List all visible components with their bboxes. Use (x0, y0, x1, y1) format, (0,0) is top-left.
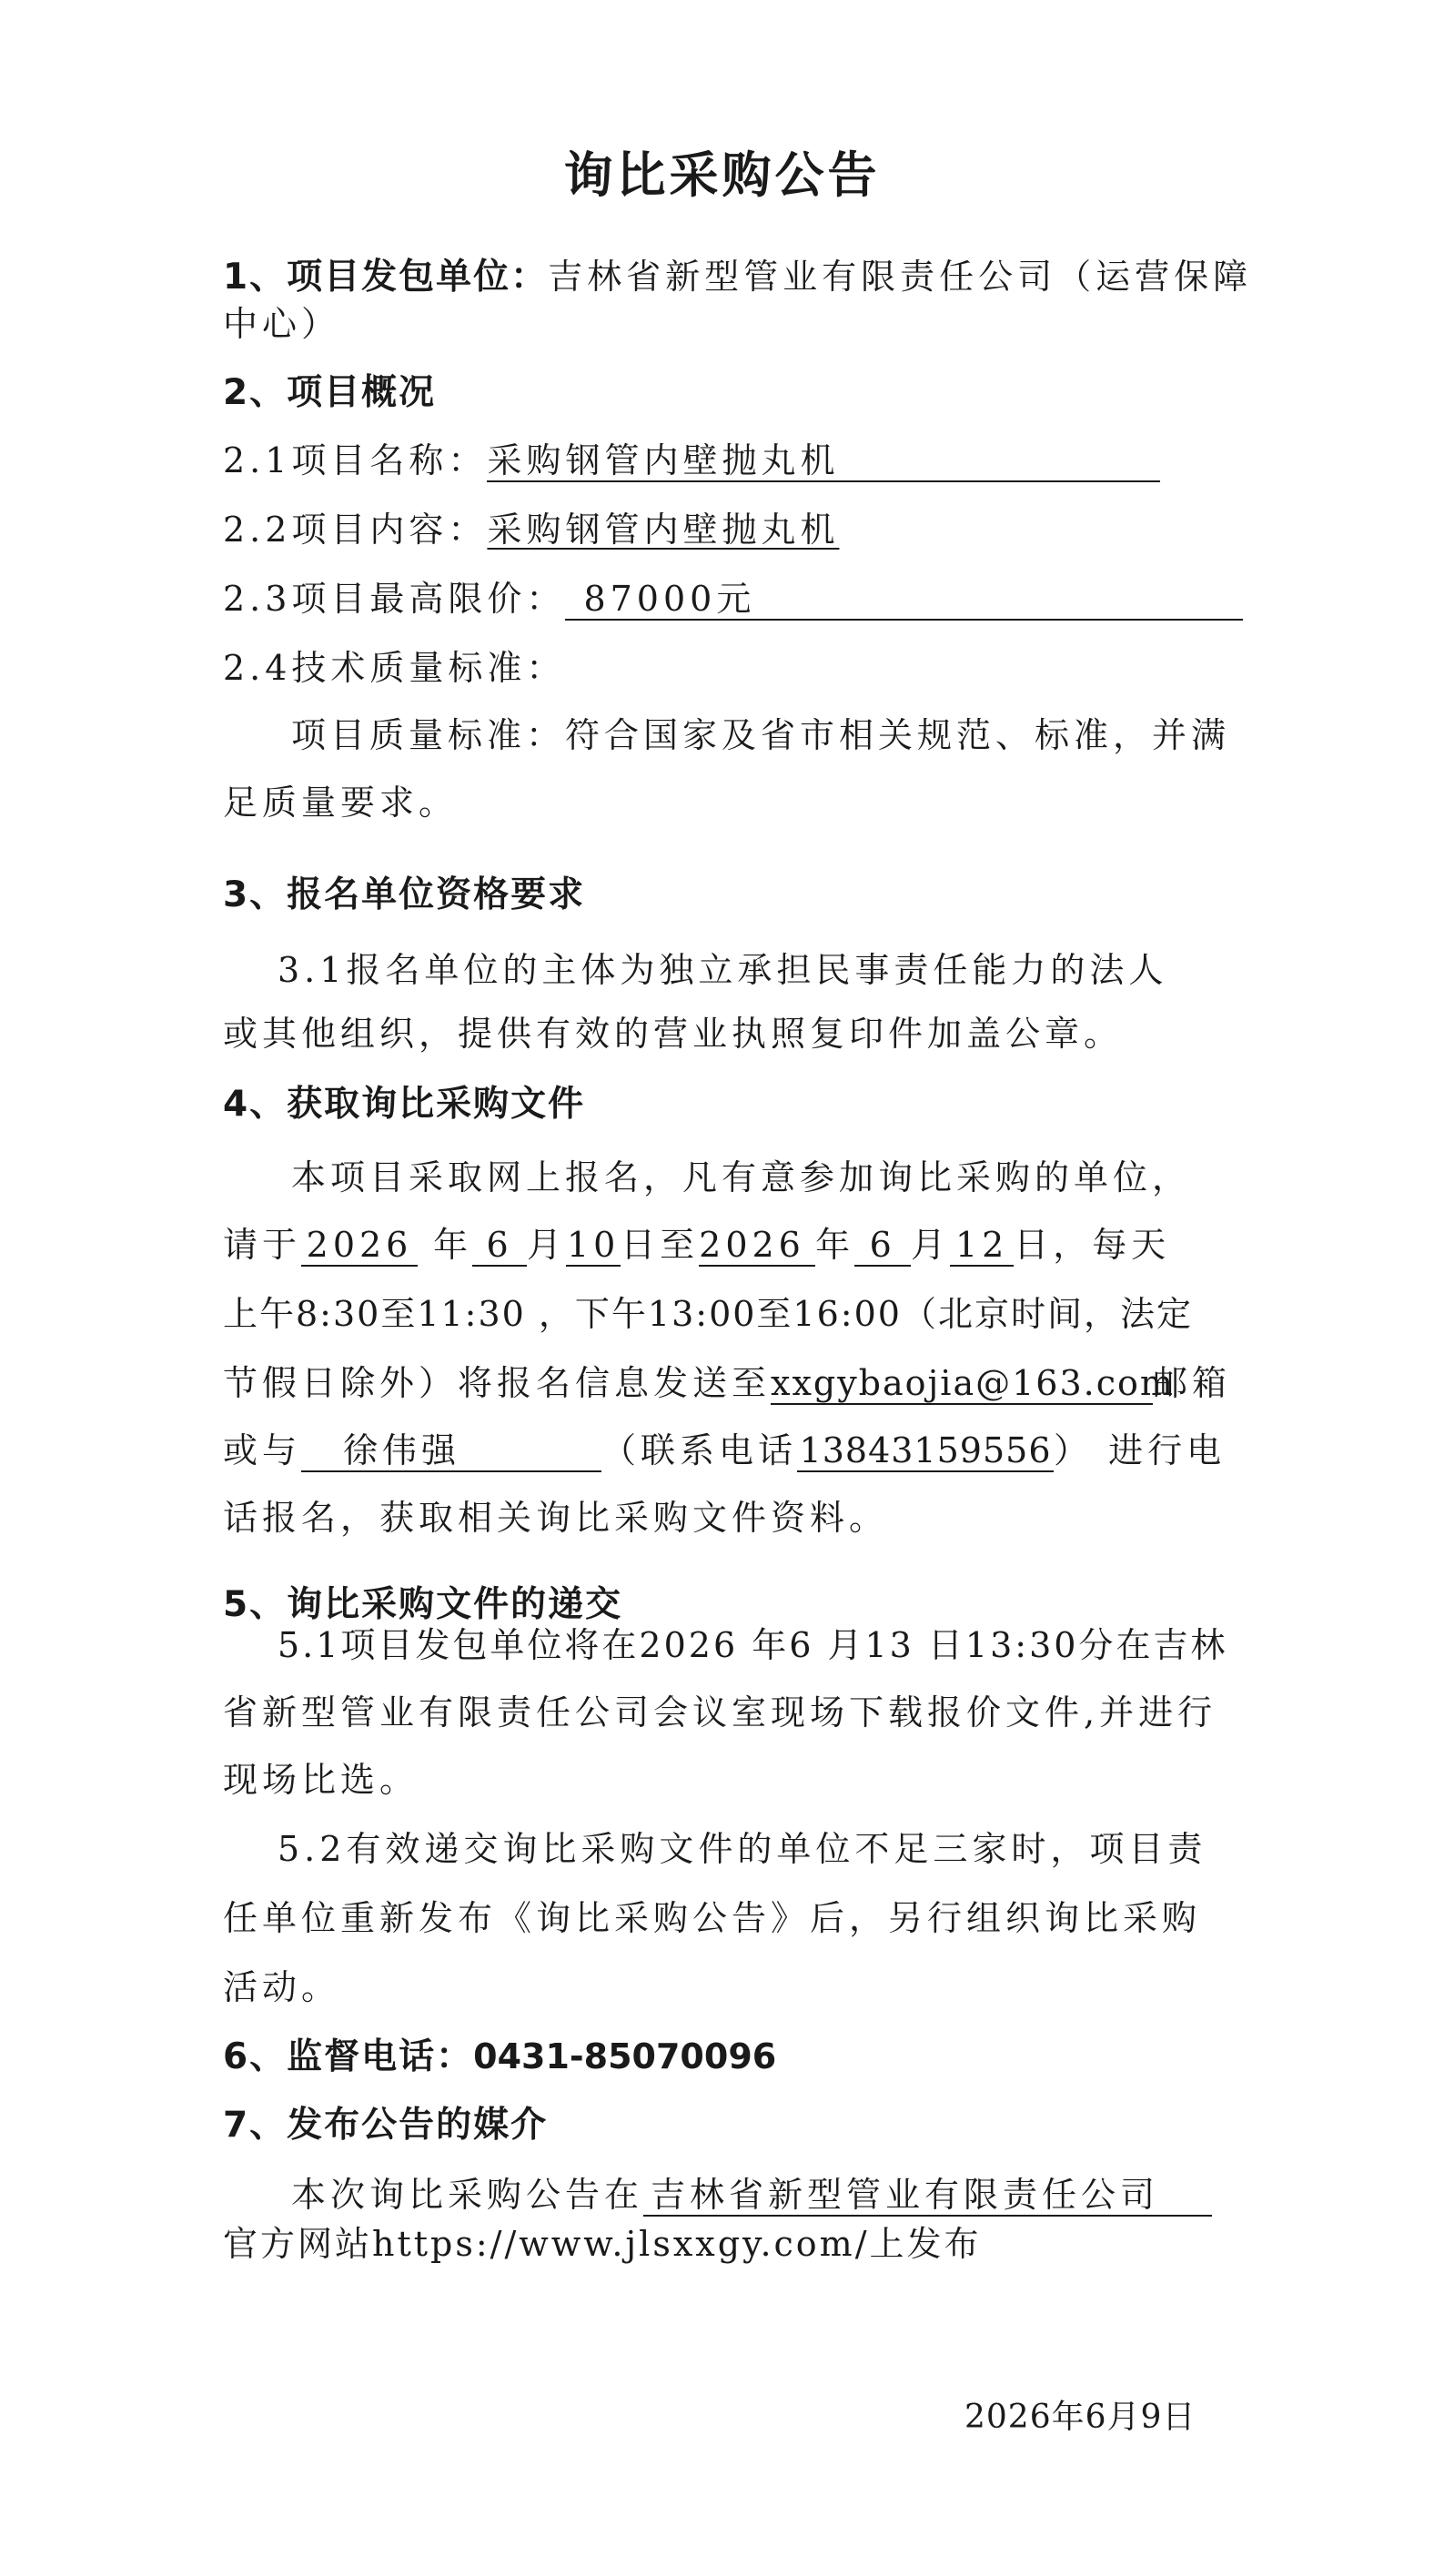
contact-prefix: 或与 (223, 1430, 302, 1470)
official-website[interactable]: 官方网站https://www.jlsxxgy.com/上发布 (223, 2224, 982, 2264)
contact-suffix: ） 进行电 (1054, 1430, 1227, 1470)
end-month-unit: 月 (911, 1225, 951, 1265)
registration-note: 话报名，获取相关询比采购文件资料。 (223, 1498, 889, 1538)
start-day: 10 (566, 1225, 621, 1265)
end-year-unit: 年 (815, 1225, 855, 1265)
end-day-suffix: 日，每天 (1014, 1225, 1171, 1265)
quality-standard-label: 2.4技术质量标准： (223, 648, 566, 688)
project-content-row (223, 506, 839, 553)
project-name-value: 采购钢管内壁抛丸机 (487, 440, 1160, 482)
publish-prefix: 本次询比采购公告在 (291, 2175, 644, 2215)
publisher-company: 吉林省新型管业有限责任公司 (643, 2175, 1212, 2217)
start-year-unit: 年 (433, 1225, 473, 1265)
email-suffix: 邮箱 (1153, 1363, 1232, 1403)
section-5-1-line-2: 省新型管业有限责任公司会议室现场下载报价文件,并进行 (223, 1692, 1217, 1732)
section-2-heading: 2、项目概况 (223, 372, 437, 413)
section-3-text-2: 或其他组织，提供有效的营业执照复印件加盖公章。 (223, 1014, 1124, 1054)
contact-phone-prefix: （联系电话 (601, 1430, 798, 1470)
project-content-label: 2.2项目内容： (223, 510, 488, 550)
section-3-heading: 3、报名单位资格要求 (223, 874, 586, 915)
contact-phone: 13843159556 (797, 1430, 1054, 1472)
section-1-heading: 1、项目发包单位： (223, 257, 549, 298)
registration-email[interactable]: xxgybaojia@163.com (771, 1363, 1175, 1403)
end-day: 12 (950, 1225, 1014, 1267)
registration-contact-row (223, 1427, 1226, 1474)
registration-hours: 上午8:30至11:30 ，下午13:00至16:00（北京时间，法定 (223, 1294, 1193, 1334)
section-5-heading: 5、询比采购文件的递交 (223, 1584, 623, 1625)
end-month: 6 (854, 1225, 911, 1267)
start-year: 2026 (301, 1225, 418, 1267)
section-1-line-1 (223, 253, 1252, 301)
section-5-2-line-3: 活动。 (223, 1967, 341, 2007)
email-prefix: 节假日除外）将报名信息发送至 (223, 1363, 772, 1403)
project-content-value: 采购钢管内壁抛丸机 (487, 510, 840, 550)
registration-period-row (223, 1221, 1170, 1268)
section-5-1-line-1: 5.1项目发包单位将在2026 年6 月13 日13:30分在吉林 (278, 1625, 1228, 1665)
section-5-2-line-1: 5.2有效递交询比采购文件的单位不足三家时，项目责 (278, 1829, 1207, 1869)
registration-email-row (223, 1359, 1231, 1407)
end-year: 2026 (699, 1225, 815, 1267)
announcement-date: 2026年6月9日 (964, 2399, 1197, 2436)
project-name-label: 2.1项目名称： (223, 440, 488, 480)
price-cap-value: 87000元 (565, 579, 1243, 621)
section-1-text-2: 中心） (223, 304, 341, 344)
supervision-phone: 0431-85070096 (473, 2036, 777, 2076)
registration-prefix: 请于 (223, 1225, 302, 1265)
supervision-phone-row (223, 2033, 776, 2081)
section-6-heading: 6、监督电话： (223, 2036, 474, 2077)
project-name-row (223, 437, 1160, 484)
quality-standard-text-2: 足质量要求。 (223, 783, 459, 823)
start-day-unit: 日至 (621, 1225, 700, 1265)
section-4-heading: 4、获取询比采购文件 (223, 1084, 586, 1125)
section-5-2-line-2: 任单位重新发布《询比采购公告》后，另行组织询比采购 (223, 1898, 1202, 1938)
price-cap-row (223, 575, 1243, 622)
quality-standard-text-1: 项目质量标准：符合国家及省市相关规范、标准，并满 (291, 715, 1231, 755)
section-3-text-1: 3.1报名单位的主体为独立承担民事责任能力的法人 (278, 950, 1168, 990)
contact-person: 徐伟强 (301, 1430, 601, 1472)
section-4-paragraph-1: 本项目采取网上报名，凡有意参加询比采购的单位， (291, 1157, 1192, 1197)
price-cap-label: 2.3项目最高限价： (223, 579, 566, 619)
section-7-heading: 7、发布公告的媒介 (223, 2105, 549, 2146)
section-1-text-1: 吉林省新型管业有限责任公司（运营保障 (548, 257, 1253, 297)
document-title: 询比采购公告 (563, 146, 881, 204)
start-month-unit: 月 (527, 1225, 567, 1265)
publish-media-row (291, 2171, 1212, 2218)
section-5-1-line-3: 现场比选。 (223, 1760, 419, 1800)
start-month: 6 (472, 1225, 527, 1267)
